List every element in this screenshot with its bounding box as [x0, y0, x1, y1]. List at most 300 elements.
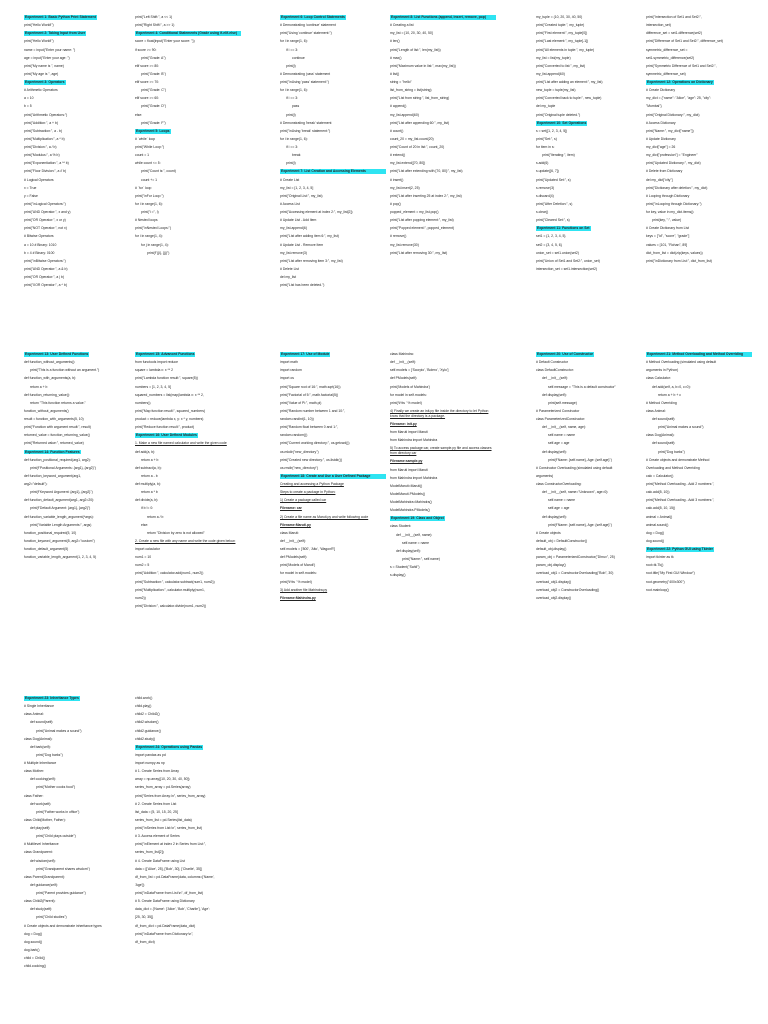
- code-line: if i == 3:: [286, 96, 299, 101]
- code-line: child = Child(): [24, 956, 45, 960]
- experiment-heading: Experiment 20: Use of Constructor: [537, 352, 593, 356]
- experiment-heading: Experiment 22: Python GUI using Tkinter: [647, 547, 713, 551]
- code-line: print("Map function result:", squared_numbers): [135, 408, 206, 413]
- code-line: difference_set = set1.difference(set2): [646, 31, 702, 36]
- code-line: if i == 3:: [286, 47, 299, 52]
- experiment-heading: Experiment 10: Set Operations: [537, 120, 587, 125]
- instruction-text: Steps to create a package in Python:: [280, 490, 336, 495]
- code-line: def PModels(self):: [390, 376, 418, 381]
- code-line: print("Returned value:", returned_value): [24, 441, 84, 446]
- code-line: def __init__(self):: [280, 538, 307, 543]
- code-line: print("Current working directory:", os.getcwd()): [280, 441, 350, 446]
- code-line: print("First element:", my_tuple[0]): [536, 31, 588, 36]
- code-line: child2.wisdom(): [135, 720, 159, 725]
- code-line: print("All elements in tuple:", my_tuple): [536, 47, 595, 52]
- code-line: def display(self):: [542, 392, 567, 397]
- code-line: print("Hello World!"): [24, 39, 54, 44]
- filename-label: Filename:Maruti.py: [280, 522, 311, 527]
- code-line: Overloading and Method Overriding: [646, 465, 700, 470]
- code-line: elif score >= 60:: [135, 96, 160, 101]
- code-line: print(f"({i}, {j})"): [147, 250, 170, 255]
- column-11: [536, 352, 646, 604]
- code-line: # Create Dictionary: [646, 88, 676, 93]
- code-line: print("XOR Operator:", a ^ b): [24, 283, 68, 288]
- code-line: # `for` loop: [135, 185, 152, 190]
- code-line: # 1. Create Series from Array: [135, 769, 179, 774]
- code-line: print("Factorial of 5:", math.factorial(5)): [280, 392, 339, 397]
- code-line: squared_numbers = list(map(lambda x: x ** 2,: [135, 392, 204, 397]
- code-line: # Default Constructor: [536, 360, 569, 365]
- experiment-heading: Experiment 19: Class and Object: [391, 516, 444, 521]
- code-line: dog.sound(): [646, 538, 665, 543]
- code-line: s.display(): [390, 573, 406, 578]
- code-line: # max(): [390, 55, 402, 60]
- code-line: print("Length of list:", len(my_list)): [390, 47, 441, 52]
- column-12: [646, 352, 756, 596]
- code-line: print("Right Shift:", a >> 1): [135, 23, 175, 28]
- code-line: age = input("Enter your age: "): [24, 55, 70, 60]
- code-line: # count(): [390, 128, 404, 133]
- experiment-heading: Experiment 1: Basic Python Print Statement: [25, 15, 96, 19]
- code-line: my_dict["age"] = 26: [646, 145, 676, 149]
- code-line: print("Maximum value in list:", max(my_list)): [390, 63, 456, 68]
- experiment-heading: Experiment 4: Conditional Statements (Grade using if-elif-else): [135, 31, 241, 36]
- code-line: class ParameterizedConstructor:: [536, 417, 586, 421]
- code-line: return a + b: [141, 457, 159, 462]
- code-line: [25, 30, 35]}: [135, 915, 154, 920]
- code-line: if i == 3:: [286, 145, 299, 149]
- filename-label: Filename:sample.py: [390, 459, 423, 464]
- code-line: default_obj.display(): [536, 547, 567, 551]
- code-line: list_from_string = list(string): [390, 88, 432, 93]
- code-line: print("List after removing 30:", my_list): [390, 250, 448, 255]
- code-line: child.cooking(): [24, 964, 46, 969]
- filename-label: Filename: init.py: [390, 421, 417, 426]
- code-line: print('\t%s ' % model): [280, 579, 312, 584]
- code-line: overload_obj1 = ConstructorOverloading("Bob", 30): [536, 571, 614, 576]
- column-13: [24, 696, 134, 972]
- code-line: symmetric_difference_set =: [646, 47, 688, 52]
- column-8: [135, 352, 245, 612]
- experiment-heading: Experiment 15: Advanced Functions: [136, 352, 195, 356]
- code-line: arguments in Python): [646, 368, 679, 373]
- column-14: [135, 696, 245, 948]
- code-line: print(i): [286, 161, 296, 166]
- code-line: print("\nLooping through Dictionary:"): [646, 201, 702, 206]
- code-line: def PModels(self):: [280, 555, 308, 560]
- code-line: child2.guidance(): [135, 728, 161, 733]
- code-line: set1 = {1, 2, 3, 4, 5}: [536, 234, 566, 239]
- code-line: # Delete from Dictionary: [646, 169, 683, 174]
- code-line: # Parameterized Constructor: [536, 408, 580, 413]
- code-line: array = np.array([10, 20, 30, 40, 50]): [135, 777, 190, 782]
- code-line: os.rmdir("new_directory"): [280, 465, 319, 470]
- experiment-heading: Experiment 14: Function Features: [25, 449, 80, 454]
- code-line: my_list.remove(3): [280, 250, 307, 255]
- code-line: def play(self):: [30, 826, 51, 830]
- experiment-heading: Experiment 5: Loops: [136, 128, 170, 133]
- code-line: print("Cleared Set:", s): [536, 218, 570, 223]
- code-line: child.work(): [135, 696, 153, 700]
- code-line: if score >= 90:: [135, 47, 157, 52]
- code-line: print("Accessing element at index 2:", my_list[2]): [280, 210, 353, 214]
- code-line: # Bitwise Operators: [24, 234, 54, 239]
- code-line: # append(): [390, 104, 407, 109]
- code-line: print("Created tuple:", my_tuple): [536, 23, 585, 28]
- code-line: self.models = ['800', 'Alto', 'WagonR']: [280, 547, 336, 551]
- code-line: print("AND Operator:", a & b): [24, 266, 68, 271]
- code-line: print("i =", i): [141, 210, 159, 214]
- code-line: print("Symmetric Difference of Set1 and Set2:",: [646, 63, 717, 68]
- code-line: from Mahindra import Mahindra: [390, 475, 438, 480]
- experiment-heading: Experiment 2: Taking Input from User: [25, 31, 86, 36]
- code-line: my_list = [10, 20, 30, 40, 50]: [390, 31, 433, 36]
- code-line: # Create objects and demonstrate inheritance types: [24, 923, 102, 928]
- code-line: print("List after adding an element:", my_list): [536, 80, 603, 84]
- code-line: def function_with_arguments(a, b):: [24, 376, 77, 381]
- code-line: print("Dog barks"): [36, 752, 63, 757]
- code-line: print("Converted back to tuple:", new_tuple): [536, 96, 602, 101]
- code-line: result = function_with_arguments(5, 10): [24, 417, 84, 421]
- code-line: del my_tuple: [536, 104, 556, 109]
- code-line: for item in s:: [536, 145, 555, 149]
- experiment-heading: Experiment 17: Use of Module: [281, 352, 330, 356]
- code-line: print(f"Default Argument: {arg1}, {arg2}"): [30, 506, 91, 511]
- code-line: dog = Dog(): [24, 931, 42, 936]
- code-line: # Multilevel Inheritance: [24, 842, 59, 847]
- code-line: print("\nFor Loop:"): [135, 193, 164, 198]
- code-line: ModelMahindra=Mahindra(): [390, 500, 432, 504]
- code-line: num2 = 5: [135, 563, 150, 568]
- code-line: print("\nNested Loops:"): [135, 226, 171, 231]
- code-line: print("Grade: F"): [141, 120, 166, 125]
- code-line: print("Reduce function result:", product): [135, 425, 195, 430]
- code-line: print("Multiplication:", calculator.multiply(num1,: [135, 587, 205, 592]
- code-line: set2 = {3, 4, 5, 6}: [536, 242, 562, 247]
- code-line: def display(self):: [542, 449, 567, 454]
- code-line: my_list.insert(2, 25): [390, 185, 420, 190]
- instruction-text: 2) Create a file name as Maruti.py and write following code: [280, 514, 369, 519]
- code-line: for i in range(1, 6):: [135, 201, 163, 206]
- code-line: elif score >= 80:: [135, 63, 160, 68]
- code-line: print("Last element:", my_tuple[-1]): [536, 39, 589, 44]
- code-line: my_list.append(60): [536, 71, 565, 76]
- code-line: class ConstructorOverloading:: [536, 482, 582, 486]
- code-line: print("Function with argument result:", result): [24, 425, 91, 430]
- code-line: def guidance(self):: [30, 882, 58, 887]
- code-line: # Demonstrating 'continue' statement: [280, 23, 336, 28]
- code-line: df_from_list = pd.DataFrame(data, columns=['Name',: [135, 874, 215, 879]
- code-line: print("Converted to list:", my_list): [536, 63, 586, 68]
- code-line: print("Updated Set:", s): [536, 177, 571, 182]
- code-line: print("\nUsing 'pass' statement:"): [280, 80, 329, 84]
- code-line: my_list = [1, 2, 3, 4, 5]: [280, 185, 314, 190]
- code-line: # 2. Create Series from List: [135, 801, 177, 806]
- code-line: import tkinter as tk: [646, 555, 674, 560]
- code-line: print("Original Dictionary:", my_dict): [646, 112, 700, 117]
- column-3: [280, 15, 390, 291]
- instruction-text: 1. Make a new file named calculator and write the given code: [135, 441, 227, 446]
- experiment-heading: Experiment 8: List Functions (append, insert, remove, pop): [390, 15, 496, 20]
- code-line: square = lambda x: x ** 2: [135, 368, 173, 373]
- code-line: def study(self):: [30, 907, 53, 912]
- code-line: print("Count is:", count): [141, 169, 176, 174]
- code-line: # Constructor Overloading (simulated using default: [536, 465, 613, 470]
- code-line: # Method Overloading (simulated using default: [646, 360, 717, 365]
- code-line: # Looping through Dictionary: [646, 193, 690, 198]
- code-line: keys = ["id", "score", "grade"]: [646, 234, 690, 239]
- code-line: popped_element = my_list.pop(): [390, 210, 439, 214]
- code-line: def sound(self):: [652, 441, 676, 446]
- code-line: print("Grade: B"): [141, 71, 166, 76]
- code-line: def __init__(self):: [542, 376, 569, 381]
- code-line: list_data = [5, 10, 15, 20, 25]: [135, 809, 178, 814]
- code-line: function_without_arguments(): [24, 408, 69, 413]
- code-line: return a - b: [141, 473, 158, 478]
- code-line: returned_value = function_returning_value(): [24, 433, 90, 438]
- column-5: [536, 15, 646, 275]
- code-line: print(self.message): [548, 400, 577, 405]
- code-line: print("OR Operator:", x or y): [24, 218, 66, 223]
- code-line: print("Grade: C"): [141, 88, 167, 93]
- code-line: my_list.extend([70, 80]): [390, 161, 426, 166]
- code-line: print("Multiplication:", a * b): [24, 136, 65, 141]
- code-line: def function_default_argument(arg1, arg2=20):: [24, 498, 95, 503]
- code-line: print("Updated Dictionary:", my_dict): [646, 161, 701, 166]
- code-line: self.name = name: [402, 540, 430, 545]
- instruction-text: 3) Add another file Mahindra.py: [280, 587, 328, 592]
- experiment-heading: Experiment 3: Operators: [25, 80, 65, 84]
- code-line: print("Using 'continue' statement:"): [280, 31, 332, 36]
- code-line: numbers)): [135, 400, 151, 405]
- code-line: continue: [292, 55, 305, 60]
- code-line: print("Animal makes a sound"): [658, 425, 704, 430]
- code-line: print("Series from Array:\n", series_from_array): [135, 793, 206, 798]
- code-line: from Mahindra import Mahindra: [390, 438, 438, 443]
- code-line: print("\nSeries from List:\n", series_from_list): [135, 826, 203, 830]
- code-line: # Update Dictionary: [646, 136, 676, 141]
- code-line: def __init__(self, name):: [396, 532, 433, 537]
- experiment-heading: Experiment 12: Operations on Dictionary: [647, 80, 713, 84]
- code-line: count_20 = my_list.count(20): [390, 136, 434, 141]
- code-line: class Father:: [24, 793, 44, 798]
- code-line: # insert(): [390, 177, 404, 182]
- code-line: function_positional_required(5, 10): [24, 530, 77, 535]
- code-line: for i in range(1, 6):: [280, 136, 308, 141]
- code-line: self.models = ['Scorpio', 'Bolero', 'Xylo']: [390, 368, 449, 373]
- code-line: intersection_set = set1.intersection(set2): [536, 266, 597, 271]
- code-line: print('\t%s ' % model): [390, 400, 422, 405]
- code-line: score = float(input("Enter your score: ")): [135, 39, 195, 44]
- code-line: "Mumbai"}: [646, 104, 662, 109]
- code-line: count += 1: [141, 177, 158, 182]
- code-line: param_obj = ParameterizedConstructor("Dhruv", 25): [536, 555, 615, 560]
- code-line: import math: [280, 360, 298, 365]
- code-line: new_tuple = tuple(my_list): [536, 88, 576, 93]
- code-line: series_from_array = pd.Series(array): [135, 785, 191, 790]
- code-line: def __init__(self, name, age):: [542, 425, 586, 430]
- code-line: print("OR Operator:", a | b): [24, 275, 65, 279]
- code-line: data_dict = {'Name': ['Alice', 'Bob', 'Charlie'], 'Age':: [135, 907, 210, 912]
- code-line: print("List after inserting 25 at index 2:", my_list): [390, 193, 462, 198]
- code-line: print("Method Overloading - Add 3 numbers:",: [646, 498, 715, 503]
- code-line: def bark(self):: [30, 744, 51, 749]
- code-line: child2 = Child2(): [135, 712, 160, 717]
- code-line: print("List has been deleted."): [280, 283, 325, 288]
- code-line: # pop(): [390, 201, 401, 206]
- code-line: print("Exponentiation:", a ** b): [24, 161, 69, 166]
- code-line: print("List from string:", list_from_string): [390, 96, 450, 101]
- code-line: a = 10: [24, 96, 34, 101]
- instruction-text: 2. Create a new file with any name and write the code given below:: [135, 538, 236, 543]
- code-line: print("Created new directory:", os.listdir()): [280, 457, 342, 462]
- code-line: my_list.remove(30): [390, 242, 419, 247]
- code-line: series_from_list = pd.Series(list_data): [135, 817, 192, 822]
- column-2: [135, 15, 245, 259]
- code-line: import os: [280, 376, 294, 381]
- code-line: print("Variable Length Arguments:", args): [30, 522, 92, 527]
- code-line: print("\nBitwise Operators:"): [24, 258, 66, 263]
- code-line: # Multiple Inheritance: [24, 761, 57, 765]
- code-line: class Dog(Animal):: [24, 736, 53, 741]
- code-line: def function_positional_required(arg1, arg2):: [24, 457, 91, 462]
- code-line: print("Original tuple deleted."): [536, 112, 581, 117]
- code-line: for model in self.models:: [280, 571, 317, 576]
- code-line: self.age = age: [548, 506, 570, 511]
- code-line: symmetric_difference_set): [646, 71, 686, 76]
- code-line: def divide(a, b):: [135, 498, 159, 503]
- code-line: print("List after appending 60:", my_list): [390, 120, 450, 125]
- code-line: count = 1: [135, 153, 150, 158]
- code-line: print("Modulus:", a % b): [24, 153, 60, 158]
- code-line: print("Division:", a / b): [24, 145, 57, 149]
- code-line: import random: [280, 368, 302, 373]
- code-line: elif score >= 70:: [135, 80, 160, 84]
- code-line: def multiply(a, b):: [135, 482, 162, 486]
- code-line: dog.bark(): [24, 947, 40, 952]
- code-line: print("Hello World!"): [24, 23, 54, 28]
- code-line: print("\nDataFrame from Dictionary:\n",: [135, 931, 194, 936]
- code-line: # extend(): [390, 153, 406, 158]
- code-line: # list(): [390, 71, 400, 76]
- code-line: print("Left Shift:", a << 1): [135, 15, 173, 19]
- code-line: class Animal:: [646, 408, 666, 413]
- instruction-text: 5) To access package car, create sample.py file and access classes from directory car: [390, 446, 492, 456]
- code-line: class Mahindra:: [390, 352, 414, 356]
- code-line: # 4. Create DataFrame using List: [135, 858, 185, 863]
- code-line: print("Dictionary after deletion:", my_dict): [646, 185, 708, 190]
- code-line: os.mkdir("new_directory"): [280, 449, 319, 454]
- code-line: def work(self):: [30, 801, 52, 806]
- code-line: print('Models of Mahindra'): [390, 384, 430, 389]
- code-line: print(f"Positional Arguments: {arg1}, {arg2}"): [30, 465, 96, 470]
- code-line: function_keyword_argument(5, arg2="custom"): [24, 538, 95, 543]
- code-line: print(f"Name: {self.name}, Age: {self.age}"): [548, 457, 612, 462]
- code-line: class Maruti:: [280, 530, 300, 535]
- code-line: root=tk.Tk(): [646, 563, 664, 568]
- code-line: self.message = "This is a default constructor": [548, 384, 616, 389]
- code-line: for key, value in my_dict.items():: [646, 210, 695, 214]
- experiment-heading: Experiment 13: User Defined Functions: [25, 352, 89, 356]
- code-line: return a + b: [30, 384, 48, 389]
- code-line: pass: [292, 104, 300, 109]
- code-line: ModelMaruti.PModels(): [390, 491, 426, 496]
- code-line: del my_list: [280, 275, 297, 279]
- code-line: class Child2(Parent):: [24, 899, 56, 904]
- code-line: print("Dog barks"): [658, 449, 685, 454]
- code-line: print("Random float between 0 and 1:",: [280, 425, 339, 430]
- code-line: # Method Overriding: [646, 400, 677, 405]
- code-line: print(i): [286, 63, 296, 68]
- code-line: dog.sound(): [24, 939, 43, 944]
- code-line: def cooking(self):: [30, 777, 56, 782]
- code-line: class Mother:: [24, 769, 45, 774]
- code-line: return "Division by zero is not allowed": [147, 530, 205, 535]
- instruction-text: 1) Create a package called car: [280, 498, 327, 503]
- code-line: def wisdom(self):: [30, 858, 56, 863]
- code-line: series_from_list[2]): [135, 850, 164, 855]
- code-line: print("Set:", s): [536, 136, 557, 141]
- code-line: for model in self.models:: [390, 392, 427, 397]
- code-line: print(f"Keyword Argument: {arg1}, {arg2}"): [30, 490, 93, 495]
- code-line: b = 4 # Binary: 0100: [24, 250, 55, 255]
- code-line: print("Child plays outside"): [36, 834, 76, 839]
- code-line: root.title("My First GUI Window"): [646, 571, 695, 576]
- code-line: print("Count of 20 in list:", count_20): [390, 145, 445, 149]
- code-line: # Create List: [280, 177, 300, 182]
- code-line: print("Random number between 1 and 10:",: [280, 408, 346, 413]
- code-line: s = set([1, 2, 3, 4, 5]): [536, 128, 568, 133]
- code-line: from functools import reduce: [135, 360, 178, 365]
- code-line: def function_keyword_argument(arg1,: [24, 473, 82, 478]
- code-line: data = [['Alice', 25], ['Bob', 30], ['Charlie', 35]]: [135, 866, 202, 871]
- code-line: print("Subtraction:", calculator.subtract(num1, num2)): [135, 579, 215, 584]
- code-line: import numpy as np: [135, 761, 165, 765]
- code-line: # Demonstrating 'break' statement: [280, 120, 332, 125]
- code-line: # len(): [390, 39, 400, 44]
- code-line: print("This is a function without an argument."): [30, 368, 100, 373]
- code-line: break: [292, 153, 301, 158]
- code-line: class DefaultConstructor:: [536, 368, 574, 373]
- code-line: print("Arithmetic Operators:"): [24, 112, 68, 117]
- code-line: b = 5: [24, 104, 32, 109]
- code-line: s.discard(4): [536, 193, 554, 198]
- code-line: print("Subtraction:", a - b): [24, 128, 63, 133]
- code-line: calc.add(5, 10, 15)): [646, 506, 676, 511]
- code-line: def __init__(self, name="Unknown", age=0):: [542, 490, 609, 495]
- code-line: # Single Inheritance: [24, 704, 54, 709]
- code-line: random.randint(1, 10)): [280, 417, 314, 421]
- code-line: s.add(6): [536, 161, 549, 166]
- code-line: del my_dict["city"]: [646, 177, 673, 182]
- code-line: # 3. Access element of Series: [135, 834, 180, 839]
- code-line: print("Grade: A"): [141, 55, 166, 60]
- code-line: from Maruti import Maruti: [390, 467, 428, 472]
- code-line: def function_returning_value():: [24, 392, 70, 397]
- code-line: animal = Animal(): [646, 514, 673, 519]
- code-line: # Delete List: [280, 266, 299, 271]
- code-line: while count <= 5:: [135, 161, 161, 166]
- code-line: intersection_set): [646, 23, 671, 28]
- code-line: print("List after popping element:", my_list): [390, 218, 454, 223]
- code-line: print("Animal makes a sound"): [36, 728, 82, 733]
- code-line: self.age = age: [548, 441, 570, 446]
- experiment-heading: Experiment 6: Loop Control Statements: [281, 15, 345, 19]
- code-line: for i in range(1, 6):: [280, 39, 308, 44]
- code-line: animal.sound(): [646, 522, 669, 527]
- code-line: def add(self, a, b=0, c=0):: [652, 384, 691, 389]
- code-line: print("My age is ", age): [24, 71, 59, 76]
